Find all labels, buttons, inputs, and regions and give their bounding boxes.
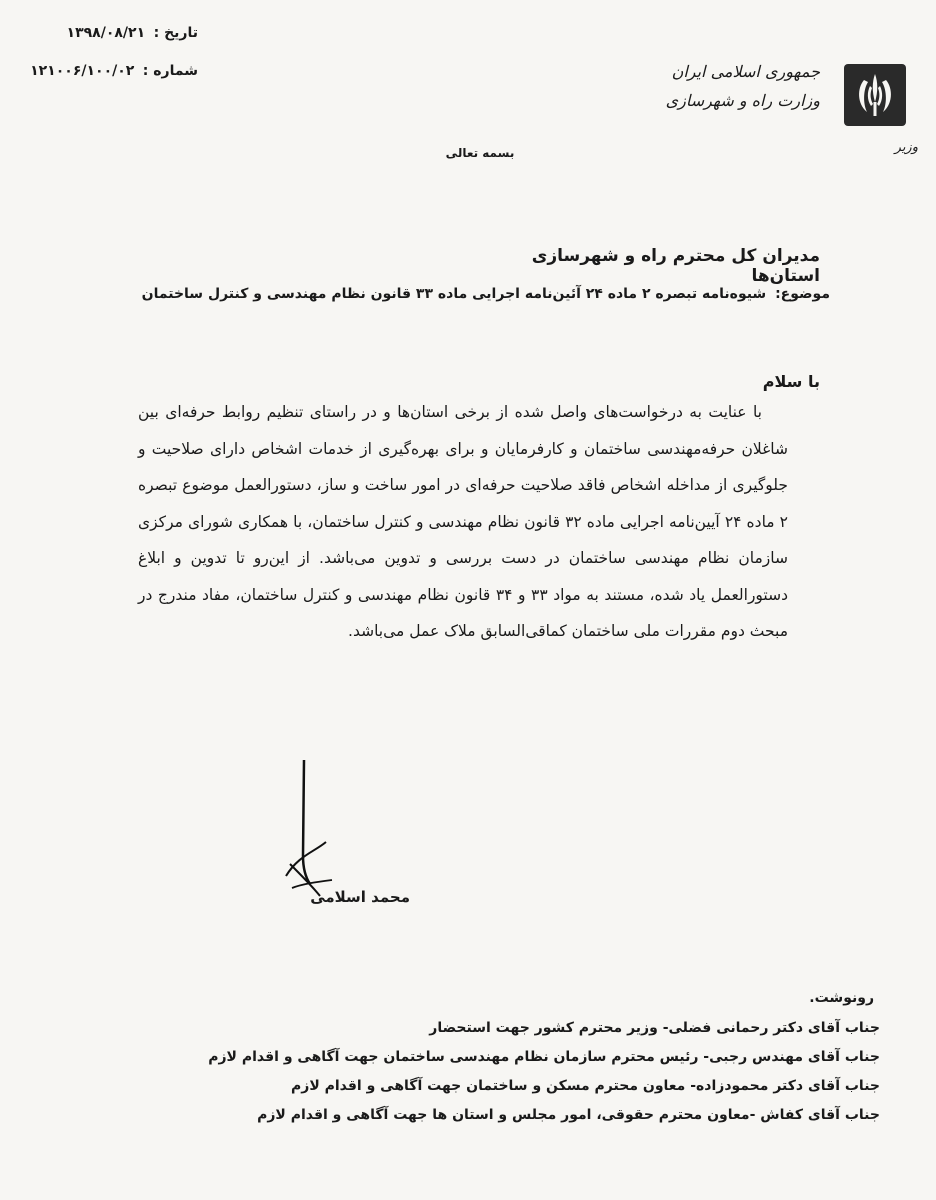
- recipient: مدیران کل محترم راه و شهرسازی استان‌ها: [531, 246, 820, 286]
- signer-name: محمد اسلامی: [310, 888, 410, 906]
- cc-title: رونوشت.: [809, 990, 874, 1006]
- cc-item: جناب آقای دکتر رحمانی فضلی- وزیر محترم کشور جهت استحضار: [429, 1020, 880, 1036]
- date-value: ۱۳۹۸/۰۸/۲۱: [66, 25, 146, 41]
- cc-section: [180, 990, 880, 1130]
- cc-item: جناب آقای دکتر محمودزاده- معاون محترم مسکن و ساختمان جهت آگاهی و اقدام لازم: [291, 1078, 880, 1094]
- date-row: [67, 26, 198, 40]
- ministry-line-2: وزارت راه و شهرسازی: [665, 90, 820, 110]
- subject-line: [141, 286, 830, 302]
- ministry-line-1: جمهوری اسلامی ایران: [671, 62, 820, 81]
- minister-title: وزیر: [894, 140, 918, 155]
- greeting: با سلام: [762, 372, 820, 391]
- number-label: شماره :: [142, 63, 198, 79]
- date-label: تاریخ :: [153, 25, 198, 41]
- letter-body: [138, 394, 788, 650]
- subject-label: موضوع:: [775, 286, 830, 302]
- number-row: [30, 64, 198, 78]
- subject-text: شیوه‌نامه تبصره ۲ ماده ۲۴ آئین‌نامه اجرایی ماده ۳۳ قانون نظام مهندسی و کنترل ساختمان: [141, 286, 767, 302]
- basmala: بسمه تعالی: [445, 146, 515, 160]
- cc-item: جناب آقای مهندس رجبی- رئیس محترم سازمان نظام مهندسی ساختمان جهت آگاهی و اقدام لازم: [208, 1049, 880, 1065]
- iran-emblem-icon: [842, 62, 908, 128]
- body-paragraph: با عنایت به درخواست‌های واصل شده از برخی استان‌ها و در راستای تنظیم روابط حرفه‌ای بین شاغلان حرفه‌مهندسی ساختمان و کارفرمایان و برای بهره‌گیری از خدمات اشخاص دارای صلاحیت و جلوگیری از مداخله اشخاص فاقد صلاحیت حرفه‌ای در امور ساخت و ساز، دستورالعمل موضوع تبصره ۲ ماده ۲۴ آیین‌نامه اجرایی ماده ۳۲ قانون نظام مهندسی و کنترل ساختمان، با همکاری شورای مرکزی سازمان نظام مهندسی ساختمان در دست بررسی و تدوین می‌باشد. از این‌رو تا تدوین و ابلاغ دستورالعمل یاد شده، مستند به مواد ۳۳ و ۳۴ قانون نظام مهندسی و کنترل ساختمان، مفاد مندرج در مبحث دوم مقررات ملی ساختمان کماقی‌السابق ملاک عمل می‌باشد.: [138, 403, 789, 640]
- cc-item: جناب آقای کفاش -معاون محترم حقوقی، امور مجلس و استان ها جهت آگاهی و اقدام لازم: [257, 1107, 880, 1123]
- number-value: ۱۲۱۰۰۶/۱۰۰/۰۲: [30, 63, 135, 79]
- ministry-heading: [660, 58, 820, 116]
